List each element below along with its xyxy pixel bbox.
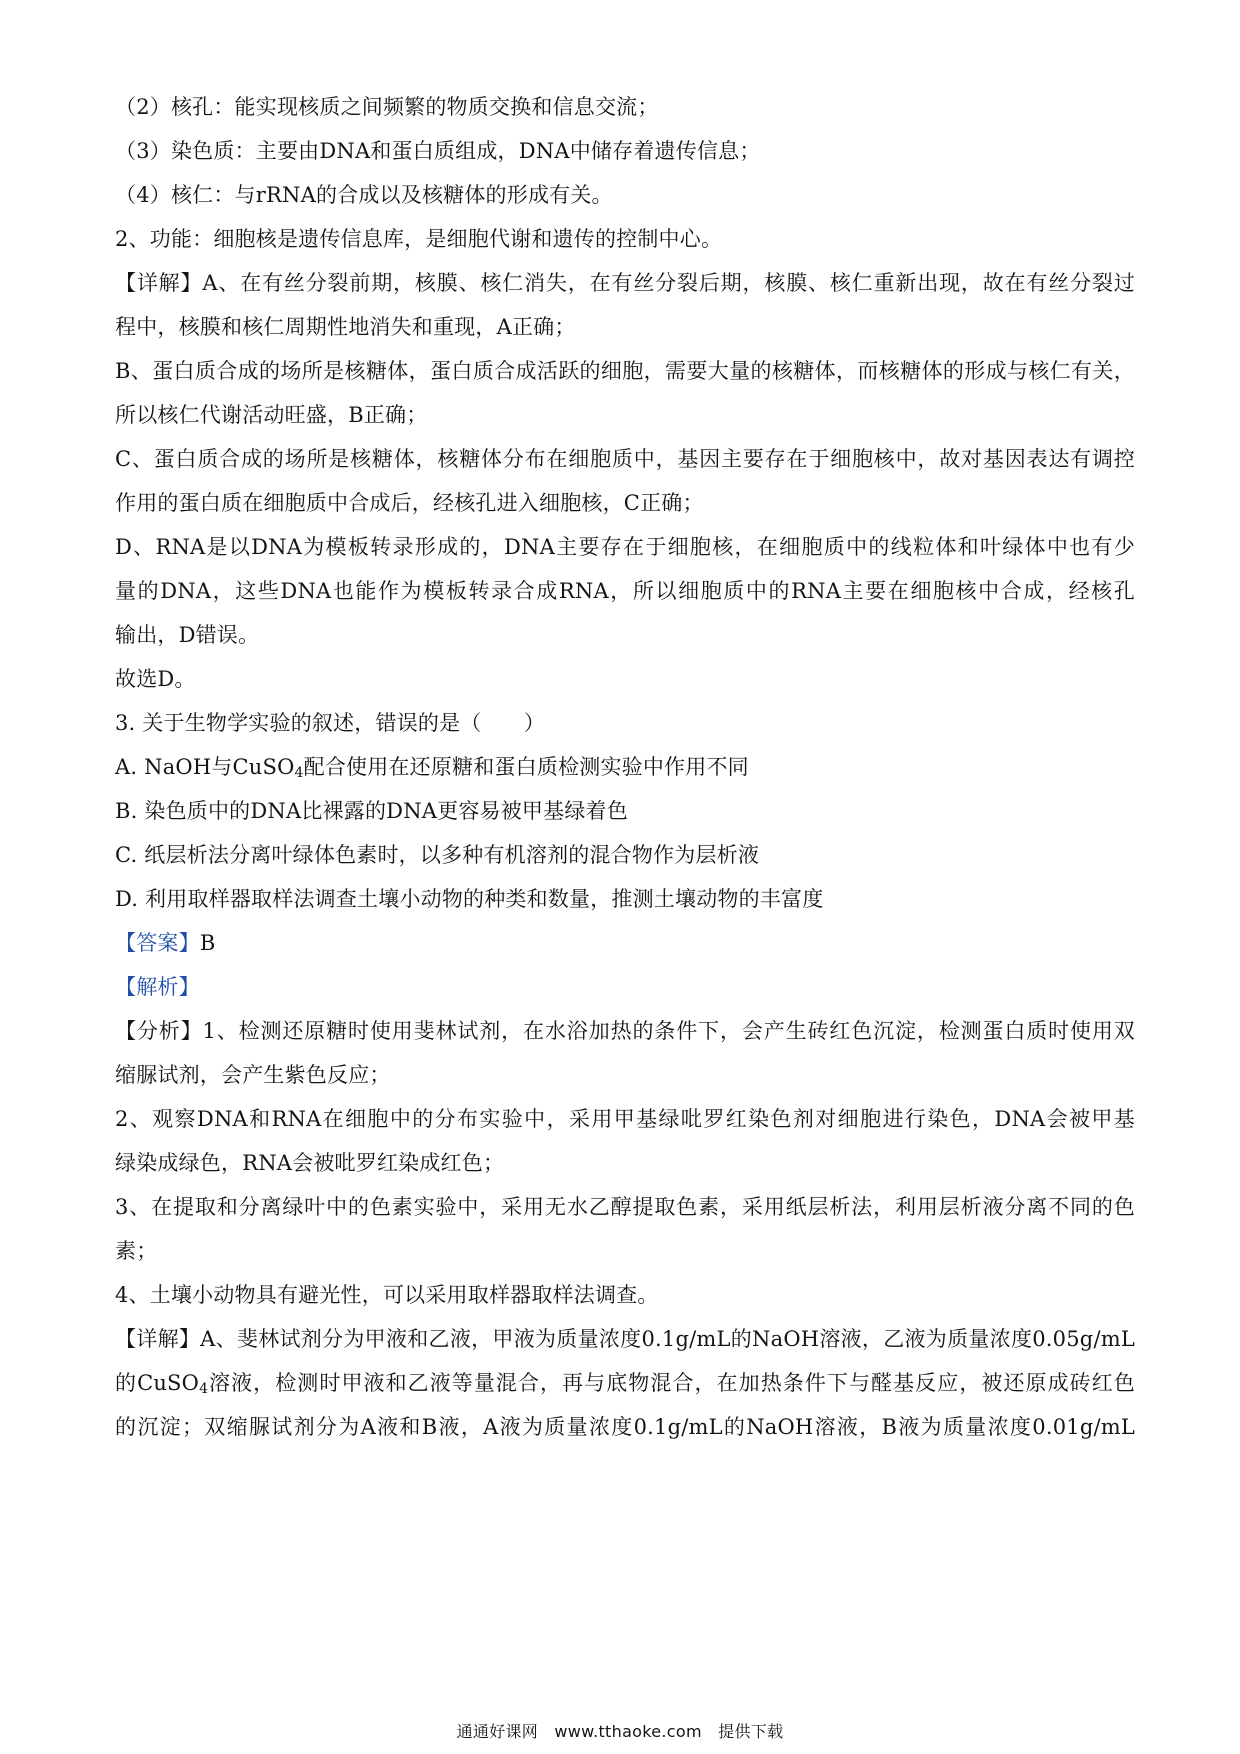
answer-value: B	[199, 931, 216, 955]
text-line	[115, 1016, 1135, 1046]
text-line: 绿染成绿色，RNA会被吡罗红染成红色；	[115, 1151, 505, 1175]
text-line	[115, 268, 1135, 298]
option-a-text-rest: 配合使用在还原糖和蛋白质检测实验中作用不同	[303, 755, 749, 779]
detail-tag: 【详解】	[115, 271, 203, 295]
answer-tag: 【答案】	[115, 931, 200, 955]
text-line-content: 1、检测还原糖时使用斐林试剂，在水浴加热的条件下，会产生砖红色沉淀，检测蛋白质时使用双	[202, 1019, 1135, 1043]
text-line: 量的DNA，这些DNA也能作为模板转录合成RNA，所以细胞质中的RNA主要在细胞核中合成，经核孔	[115, 579, 1135, 603]
text-line	[115, 1368, 1135, 1404]
text-line: B、蛋白质合成的场所是核糖体，蛋白质合成活跃的细胞，需要大量的核糖体，而核糖体的形成与核仁有关，	[115, 359, 1135, 383]
text-line-content: A、斐林试剂分为甲液和乙液，甲液为质量浓度0.1g/mL的NaOH溶液，乙液为质量浓度0.05g/mL	[200, 1327, 1135, 1351]
text-line: 程中，核膜和核仁周期性地消失和重现，A正确；	[115, 315, 576, 339]
text-line: （3）染色质：主要由DNA和蛋白质组成，DNA中储存着遗传信息；	[115, 139, 761, 163]
text-line	[115, 1324, 1135, 1354]
option-d: D. 利用取样器取样法调查土壤小动物的种类和数量，推测土壤动物的丰富度	[115, 887, 824, 911]
text-line: 2、功能：细胞核是遗传信息库，是细胞代谢和遗传的控制中心。	[115, 227, 723, 251]
option-a-text: A. NaOH与CuSO	[115, 755, 295, 779]
text-line: 故选D。	[115, 667, 196, 691]
option-a	[115, 752, 1135, 788]
text-line: 素；	[115, 1239, 158, 1263]
page-footer: 通通好课网 www.tthaoke.com 提供下载	[456, 1722, 784, 1741]
analysis-line	[115, 972, 1135, 1002]
text-line-content: 的CuSO	[115, 1371, 200, 1395]
text-line: 2、观察DNA和RNA在细胞中的分布实验中，采用甲基绿吡罗红染色剂对细胞进行染色，DNA会被甲基	[115, 1107, 1135, 1131]
subscript: 4	[199, 1381, 209, 1397]
question-stem: 3. 关于生物学实验的叙述，错误的是（ ）	[115, 711, 546, 735]
answer-line	[115, 928, 1135, 958]
text-line: 的沉淀；双缩脲试剂分为A液和B液，A液为质量浓度0.1g/mL的NaOH溶液，B液为质量浓度0.01g/mL	[115, 1415, 1135, 1439]
text-line: C、蛋白质合成的场所是核糖体，核糖体分布在细胞质中，基因主要存在于细胞核中，故对基因表达有调控	[115, 447, 1135, 471]
text-line: 缩脲试剂，会产生紫色反应；	[115, 1063, 391, 1087]
option-c: C. 纸层析法分离叶绿体色素时，以多种有机溶剂的混合物作为层析液	[115, 843, 760, 867]
text-line: （2）核孔：能实现核质之间频繁的物质交换和信息交流；	[115, 95, 659, 119]
text-line: 4、土壤小动物具有避光性，可以采用取样器取样法调查。	[115, 1283, 659, 1307]
text-line: D、RNA是以DNA为模板转录形成的，DNA主要存在于细胞核，在细胞质中的线粒体和叶绿体中也有少	[115, 535, 1135, 559]
subscript: 4	[294, 765, 304, 781]
text-line: （4）核仁：与rRNA的合成以及核糖体的形成有关。	[115, 183, 613, 207]
text-line-content: A、在有丝分裂前期，核膜、核仁消失，在有丝分裂后期，核膜、核仁重新出现，故在有丝分裂过	[202, 271, 1135, 295]
option-b: B. 染色质中的DNA比裸露的DNA更容易被甲基绿着色	[115, 799, 628, 823]
analysis-tag: 【解析】	[115, 975, 200, 999]
text-line: 所以核仁代谢活动旺盛，B正确；	[115, 403, 428, 427]
detail-tag: 【详解】	[115, 1327, 201, 1351]
text-line: 作用的蛋白质在细胞质中合成后，经核孔进入细胞核，C正确；	[115, 491, 704, 515]
text-line-content-rest: 溶液，检测时甲液和乙液等量混合，再与底物混合，在加热条件下与醛基反应，被还原成砖红色	[208, 1371, 1135, 1395]
text-line: 输出，D错误。	[115, 623, 260, 647]
text-line: 3、在提取和分离绿叶中的色素实验中，采用无水乙醇提取色素，采用纸层析法，利用层析液分离不同的色	[115, 1195, 1135, 1219]
fenxi-tag: 【分析】	[115, 1019, 203, 1043]
